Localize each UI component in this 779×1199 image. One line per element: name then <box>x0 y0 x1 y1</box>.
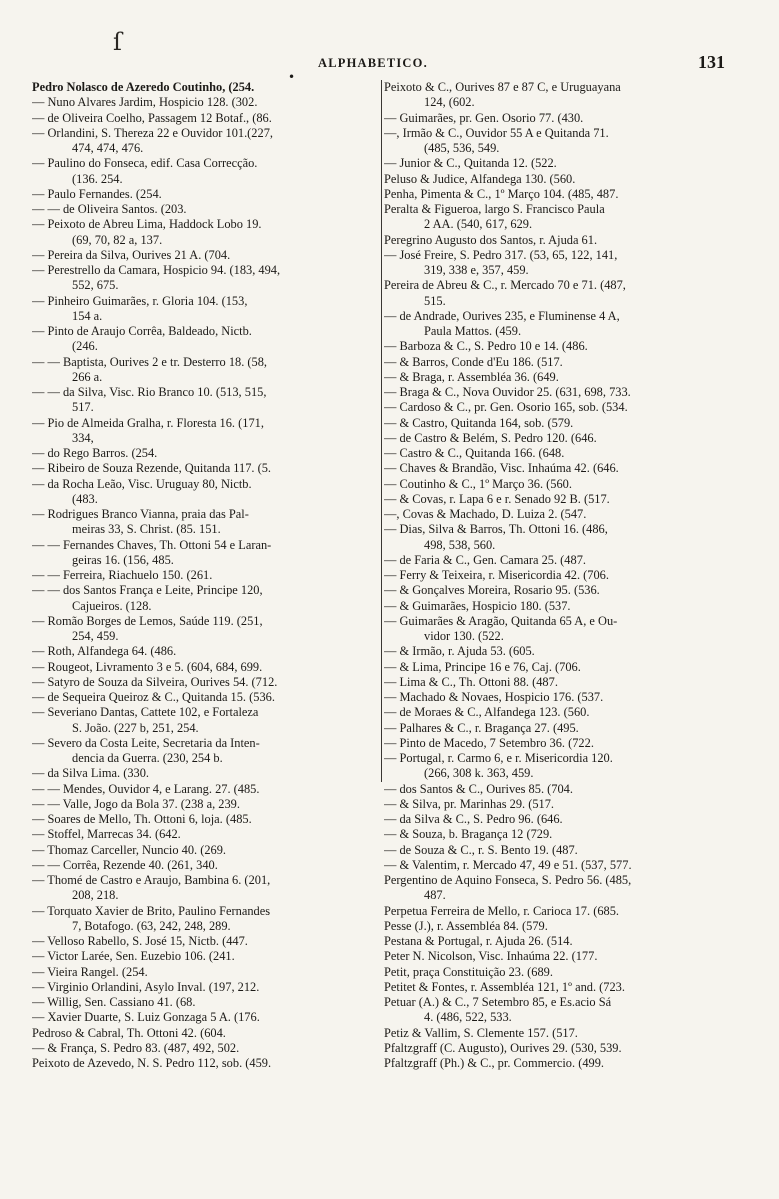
directory-line: vidor 130. (522. <box>424 629 504 643</box>
directory-line: Pedroso & Cabral, Th. Ottoni 42. (604. <box>32 1025 226 1040</box>
directory-line: — Roth, Alfandega 64. (486. <box>32 644 177 659</box>
directory-line: 124, (602. <box>424 95 475 110</box>
directory-line: — de Andrade, Ourives 235, e Fluminense 4 A, <box>384 308 620 323</box>
directory-line: (69, 70, 82 a, 137. <box>72 232 163 247</box>
directory-line: 552, 675. <box>72 278 119 293</box>
directory-line: — Ferry & Teixeira, r. Misericordia 42. (706. <box>384 568 609 582</box>
margin-mark: ſ <box>113 28 122 56</box>
directory-line: — & Souza, b. Bragança 12 (729. <box>384 827 553 842</box>
directory-line: — & Barros, Conde d'Eu 186. (517. <box>384 354 563 369</box>
directory-line: — da Silva Lima. (330. <box>32 766 150 781</box>
directory-line: 154 a. <box>72 308 103 323</box>
directory-line: (483. <box>72 491 98 506</box>
directory-line: — de Souza & C., r. S. Bento 19. (487. <box>384 842 578 857</box>
directory-line: — Thomaz Carceller, Nuncio 40. (269. <box>32 842 227 857</box>
directory-line: — Victor Larée, Sen. Euzebio 106. (241. <box>32 949 235 964</box>
directory-line: — — Fernandes Chaves, Th. Ottoni 54 e Laran- <box>32 537 272 552</box>
directory-line: — — Valle, Jogo da Bola 37. (238 a, 239. <box>32 796 240 811</box>
directory-line: —, Irmão & C., Ouvidor 55 A e Quitanda 71. <box>384 125 609 140</box>
directory-line: Pereira de Abreu & C., r. Mercado 70 e 71. (487, <box>384 278 626 293</box>
header-dot: • <box>288 70 296 84</box>
directory-line: — & Valentim, r. Mercado 47, 49 e 51. (537, 577. <box>384 857 632 872</box>
directory-line: — Vieira Rangel. (254. <box>32 964 148 979</box>
directory-line: (266, 308 k. 363, 459. <box>424 766 534 781</box>
directory-line: 208, 218. <box>72 888 119 903</box>
directory-line: — dos Santos & C., Ourives 85. (704. <box>384 781 573 796</box>
directory-line: — Palhares & C., r. Bragança 27. (495. <box>384 720 579 735</box>
directory-line: — — dos Santos França e Leite, Principe 120, <box>32 583 263 598</box>
directory-line: — Barboza & C., S. Pedro 10 e 14. (486. <box>384 339 588 354</box>
directory-line: 498, 538, 560. <box>424 537 496 552</box>
directory-line: — da Rocha Leão, Visc. Uruguay 80, Nictb. <box>32 476 252 491</box>
directory-line: — Thomé de Castro e Araujo, Bambina 6. (201, <box>32 873 271 887</box>
directory-line: (246. <box>72 339 98 354</box>
directory-line: 319, 338 e, 357, 459. <box>424 263 529 277</box>
directory-line: — & Irmão, r. Ajuda 53. (605. <box>384 644 535 659</box>
directory-line: Peixoto & C., Ourives 87 e 87 C, e Uruguayana <box>384 80 621 94</box>
directory-line: Pesse (J.), r. Assembléa 84. (579. <box>384 918 548 933</box>
page-number: 131 <box>698 52 725 72</box>
directory-line: — do Rego Barros. (254. <box>32 446 158 460</box>
page-header-title: ALPHABETICO. <box>318 56 428 70</box>
directory-line: — & Silva, pr. Marinhas 29. (517. <box>384 796 555 811</box>
directory-line: — Peixoto de Abreu Lima, Haddock Lobo 19. <box>32 217 262 232</box>
directory-line: — Guimarães & Aragão, Quitanda 65 A, e Ou- <box>384 613 618 628</box>
directory-line: — Dias, Silva & Barros, Th. Ottoni 16. (486, <box>384 522 608 537</box>
directory-line: — Paulo Fernandes. (254. <box>32 186 162 201</box>
directory-line: Peregrino Augusto dos Santos, r. Ajuda 61. <box>384 232 598 247</box>
directory-line: Peralta & Figueroa, largo S. Francisco Paula <box>384 202 605 216</box>
directory-line: — Satyro de Souza da Silveira, Ourives 54. (712. <box>32 674 278 689</box>
directory-line: 515. <box>424 293 446 308</box>
directory-line: — & Braga, r. Assembléa 36. (649. <box>384 369 559 384</box>
directory-line: meiras 33, S. Christ. (85. 151. <box>72 522 221 537</box>
directory-line: 2 AA. (540, 617, 629. <box>424 217 533 232</box>
directory-line: (485, 536, 549. <box>424 141 500 155</box>
directory-line: 4. (486, 522, 533. <box>424 1010 512 1025</box>
directory-line: Pfaltzgraff (C. Augusto), Ourives 29. (530, 539. <box>384 1040 622 1055</box>
directory-line: Perpetua Ferreira de Mello, r. Carioca 17. (685. <box>384 903 619 918</box>
directory-line: Pestana & Portugal, r. Ajuda 26. (514. <box>384 934 573 948</box>
directory-line: — Pinto de Macedo, 7 Setembro 36. (722. <box>384 735 594 750</box>
directory-line: (136. 254. <box>72 171 123 186</box>
directory-line: 474, 474, 476. <box>72 141 144 155</box>
directory-line: dencia da Guerra. (230, 254 b. <box>72 751 223 765</box>
directory-line: — de Sequeira Queiroz & C., Quitanda 15. (536. <box>32 690 275 704</box>
directory-line: — Virginio Orlandini, Asylo Inval. (197, 212. <box>32 979 260 994</box>
directory-line: — Pinto de Araujo Corrêa, Baldeado, Nictb. <box>32 324 252 338</box>
directory-line: — — Baptista, Ourives 2 e tr. Desterro 18. (58, <box>32 354 268 369</box>
directory-line: — Torquato Xavier de Brito, Paulino Fernandes <box>32 903 271 918</box>
directory-line: Petiz & Vallim, S. Clemente 157. (517. <box>384 1025 578 1040</box>
directory-line: 254, 459. <box>72 629 119 643</box>
directory-line: 487. <box>424 888 446 903</box>
directory-line: — Ribeiro de Souza Rezende, Quitanda 117. (5. <box>32 461 272 476</box>
directory-line: — Rodrigues Branco Vianna, praia das Pal- <box>32 507 249 521</box>
directory-line: — da Silva & C., S. Pedro 96. (646. <box>384 812 563 826</box>
directory-line: — & França, S. Pedro 83. (487, 492, 502. <box>32 1040 240 1055</box>
directory-line: — Xavier Duarte, S. Luiz Gonzaga 5 A. (176. <box>32 1010 260 1025</box>
directory-line: — & Covas, r. Lapa 6 e r. Senado 92 B. (517. <box>384 491 610 506</box>
directory-line: — Nuno Alvares Jardim, Hospicio 128. (302. <box>32 95 258 110</box>
directory-line: — — da Silva, Visc. Rio Branco 10. (513, 515, <box>32 385 267 399</box>
directory-line: — & Castro, Quitanda 164, sob. (579. <box>384 415 574 430</box>
directory-line: — & Guimarães, Hospicio 180. (537. <box>384 598 571 613</box>
directory-line: — de Faria & C., Gen. Camara 25. (487. <box>384 552 586 567</box>
directory-line: — Perestrello da Camara, Hospicio 94. (183, 494, <box>32 263 281 277</box>
directory-line: — Machado & Novaes, Hospicio 176. (537. <box>384 690 604 704</box>
directory-line: — Pio de Almeida Gralha, r. Floresta 16. (171, <box>32 415 264 430</box>
directory-line: Pedro Nolasco de Azeredo Coutinho, (254. <box>32 80 255 94</box>
directory-line: — Rougeot, Livramento 3 e 5. (604, 684, 699. <box>32 659 263 674</box>
directory-line: — Velloso Rabello, S. José 15, Nictb. (447. <box>32 934 248 948</box>
directory-line: Pfaltzgraff (Ph.) & C., pr. Commercio. (499. <box>384 1056 605 1070</box>
directory-line: Petuar (A.) & C., 7 Setembro 85, e Es.acio Sá <box>384 995 612 1009</box>
directory-line: — Junior & C., Quitanda 12. (522. <box>384 156 557 171</box>
directory-line: — de Oliveira Coelho, Passagem 12 Botaf., (86. <box>32 110 272 125</box>
directory-line: — Chaves & Brandão, Visc. Inhaúma 42. (646. <box>384 461 619 476</box>
directory-line: Petitet & Fontes, r. Assembléa 121, 1º and. (723. <box>384 979 625 994</box>
directory-line: — Lima & C., Th. Ottoni 88. (487. <box>384 674 558 689</box>
directory-line: — Pinheiro Guimarães, r. Gloria 104. (153, <box>32 293 248 308</box>
directory-line: Penha, Pimenta & C., 1º Março 104. (485, 487. <box>384 186 619 201</box>
directory-line: — Orlandini, S. Thereza 22 e Ouvidor 101.(227, <box>32 125 273 140</box>
directory-line: — Severo da Costa Leite, Secretaria da Inten- <box>32 735 260 750</box>
directory-line: — Severiano Dantas, Cattete 102, e Fortaleza <box>32 705 259 720</box>
directory-line: 334, <box>72 430 94 445</box>
directory-line: Petit, praça Constituição 23. (689. <box>384 964 553 979</box>
right-column <box>381 80 731 1070</box>
directory-line: — Willig, Sen. Cassiano 41. (68. <box>32 995 196 1009</box>
directory-line: — Paulino do Fonseca, edif. Casa Correcção. <box>32 156 258 171</box>
directory-line: — Pereira da Silva, Ourives 21 A. (704. <box>32 247 231 262</box>
directory-line: — de Moraes & C., Alfandega 123. (560. <box>384 705 590 720</box>
directory-line: — — Ferreira, Riachuelo 150. (261. <box>32 568 213 582</box>
directory-line: — Guimarães, pr. Gen. Osorio 77. (430. <box>384 110 584 125</box>
directory-line: — Castro & C., Quitanda 166. (648. <box>384 446 565 460</box>
directory-line: — Romão Borges de Lemos, Saúde 119. (251, <box>32 613 263 628</box>
directory-line: — Soares de Mello, Th. Ottoni 6, loja. (485. <box>32 812 252 826</box>
directory-line: 7, Botafogo. (63, 242, 248, 289. <box>72 918 231 933</box>
directory-line: Cajueiros. (128. <box>72 598 152 613</box>
directory-line: — Portugal, r. Carmo 6, e r. Misericordia 120. <box>384 751 613 765</box>
directory-line: Paula Mattos. (459. <box>424 324 522 338</box>
directory-line: — José Freire, S. Pedro 317. (53, 65, 122, 141, <box>384 247 618 262</box>
directory-line: 266 a. <box>72 369 103 384</box>
directory-line: — & Lima, Principe 16 e 76, Caj. (706. <box>384 659 581 674</box>
left-column <box>32 80 378 1071</box>
directory-line: geiras 16. (156, 485. <box>72 552 174 567</box>
directory-line: Peter N. Nicolson, Visc. Inhaúma 22. (177. <box>384 949 598 964</box>
directory-line: — & Gonçalves Moreira, Rosario 95. (536. <box>384 583 600 598</box>
directory-line: — — Mendes, Ouvidor 4, e Larang. 27. (485. <box>32 781 260 796</box>
directory-line: — Stoffel, Marrecas 34. (642. <box>32 827 181 842</box>
directory-line: — Coutinho & C., 1º Março 36. (560. <box>384 476 572 491</box>
directory-line: S. João. (227 b, 251, 254. <box>72 720 199 735</box>
directory-line: —, Covas & Machado, D. Luiza 2. (547. <box>384 507 587 521</box>
directory-line: — Cardoso & C., pr. Gen. Osorio 165, sob. (534. <box>384 400 628 415</box>
directory-line: Pergentino de Aquino Fonseca, S. Pedro 56. (485, <box>384 873 632 887</box>
directory-line: — Braga & C., Nova Ouvidor 25. (631, 698, 733. <box>384 385 631 399</box>
directory-line: — — de Oliveira Santos. (203. <box>32 202 187 216</box>
directory-line: Peluso & Judice, Alfandega 130. (560. <box>384 171 576 186</box>
directory-line: — — Corrêa, Rezende 40. (261, 340. <box>32 857 218 872</box>
directory-line: 517. <box>72 400 94 415</box>
directory-line: Peixoto de Azevedo, N. S. Pedro 112, sob. (459. <box>32 1056 272 1070</box>
directory-line: — de Castro & Belém, S. Pedro 120. (646. <box>384 430 597 445</box>
